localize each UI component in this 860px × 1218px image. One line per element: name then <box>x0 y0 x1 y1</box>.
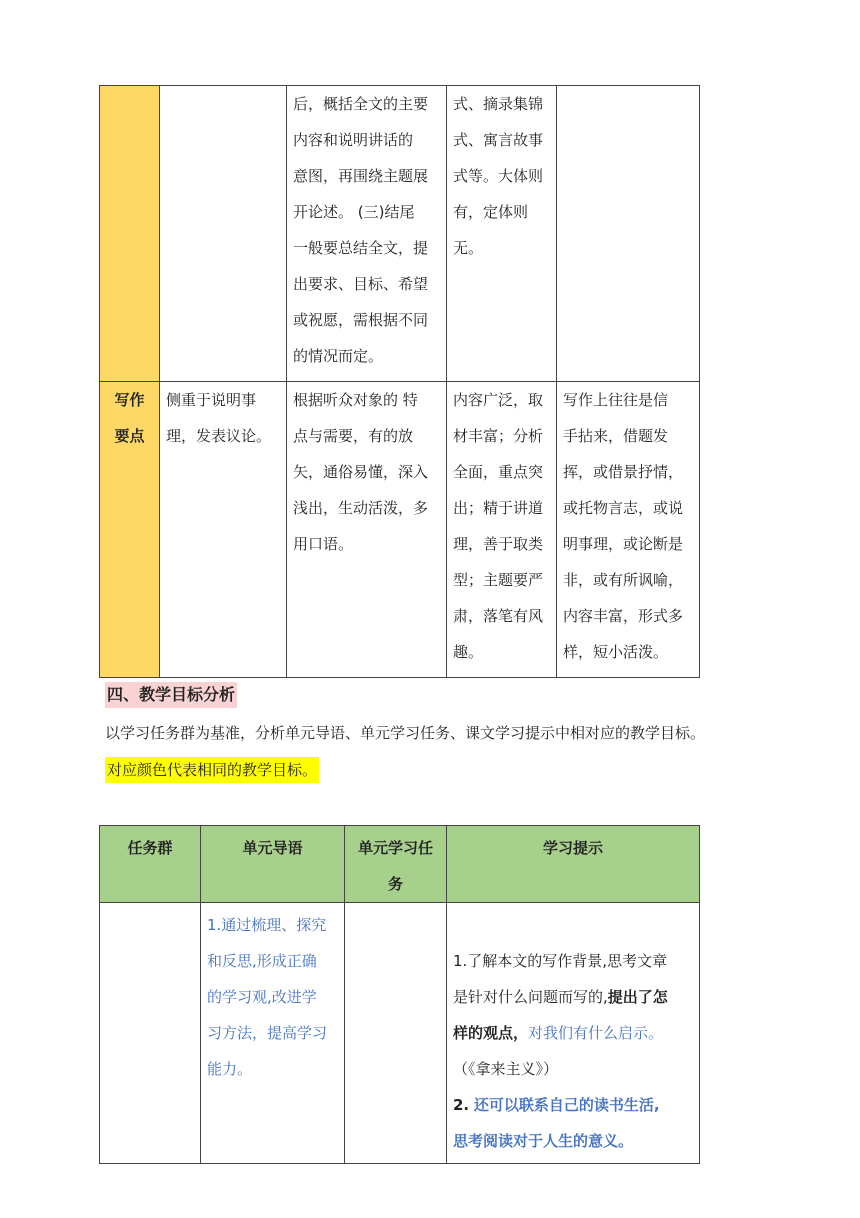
table-row <box>100 382 700 678</box>
table-cell: 1.通过梳理、探究 和反思,形成正确 的学习观,改进学 习方法，提高学习 能力。 <box>201 903 345 1164</box>
header-unit-intro: 单元导语 <box>201 826 345 903</box>
table-cell: 根据听众对象的 特 点与需要，有的放 矢，通俗易懂，深入 浅出，生动活泼，多 用口语。 <box>287 382 447 678</box>
table-cell: 后，概括全文的主要 内容和说明讲话的 意图，再围绕主题展 开论述。 (三)结尾 一般要总结全文，提 出要求、目标、希望 或祝愿，需根据不同 的情况而定。 <box>287 86 447 382</box>
header-task-group: 任务群 <box>100 826 201 903</box>
speech-types-table <box>99 85 700 678</box>
table-cell <box>100 903 201 1164</box>
tip-text-blue-bold: 还可以联系自己的读书生活, 思考阅读对于人生的意义。 <box>453 1096 660 1150</box>
highlight-note: 对应颜色代表相同的教学目标。 <box>105 757 319 783</box>
table-cell <box>557 86 700 382</box>
row-label-empty <box>100 86 160 382</box>
header-learning-tips: 学习提示 <box>447 826 700 903</box>
table-header-row <box>100 826 700 903</box>
tip-text-bold: 提出了怎 样的观点， <box>453 988 668 1042</box>
table-cell <box>160 86 287 382</box>
tip-number: 2. <box>453 1096 470 1114</box>
table-cell <box>345 903 447 1164</box>
table-cell: 式、摘录集锦 式、寓言故事 式等。大体则 有，定体则 无。 <box>447 86 557 382</box>
table-cell: 写作上往往是信 手拈来，借题发 挥，或借景抒情， 或托物言志，或说 明事理，或论断是 非，或有所讽喻， 内容丰富，形式多 样，短小活泼。 <box>557 382 700 678</box>
table-cell: 侧重于说明事 理，发表议论。 <box>160 382 287 678</box>
tip-source: （《拿来主义》） <box>453 1060 559 1078</box>
row-label-writing-points: 写作 要点 <box>100 382 160 678</box>
section-paragraph: 以学习任务群为基准，分析单元导语、单元学习任务、课文学习提示中相对应的教学目标。 <box>105 724 706 742</box>
section-heading: 四、教学目标分析 <box>105 682 237 708</box>
tip-text: 1.了解本文的写作背景,思考文章 是针对什么问题而写的, <box>453 952 668 1006</box>
table-row <box>100 86 700 382</box>
table-cell: 内容广泛，取 材丰富；分析 全面，重点突 出；精于讲道 理，善于取类 型；主题要严 肃，落笔有风 趣。 <box>447 382 557 678</box>
header-unit-tasks: 单元学习任 务 <box>345 826 447 903</box>
tip-text-blue: 对我们有什么启示。 <box>528 1024 664 1042</box>
learning-tips-cell <box>447 903 700 1164</box>
teaching-goals-table <box>99 825 700 1164</box>
table-row <box>100 903 700 1164</box>
